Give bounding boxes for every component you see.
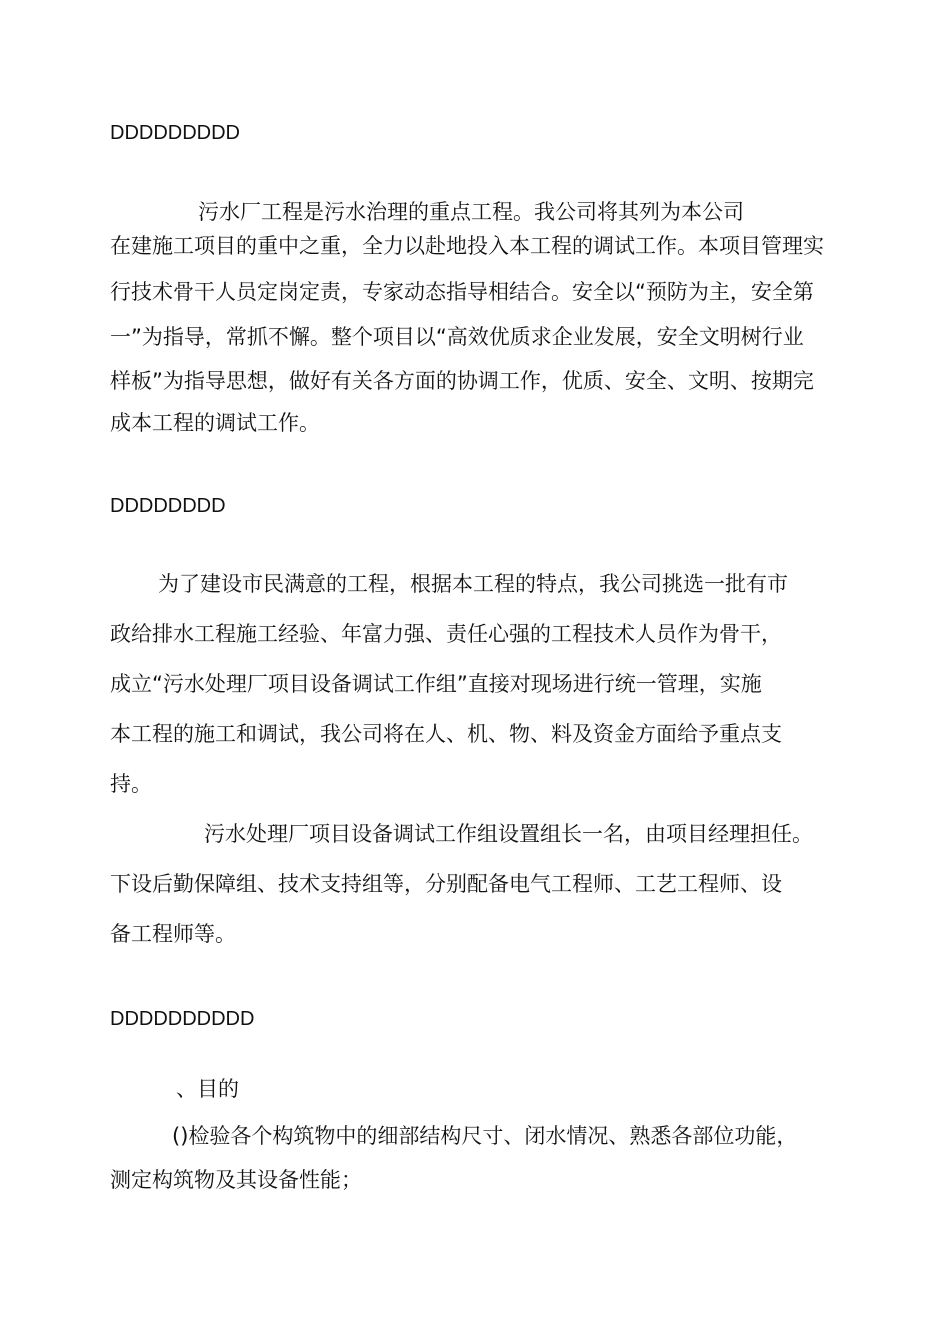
section-heading-3: DDDDDDDDDD [110,1008,255,1030]
paragraph-line: 备工程师等。 [110,922,236,946]
section-heading-1: DDDDDDDDD [110,122,240,144]
paragraph-line: 持。 [110,772,152,796]
paragraph-line: 、目的 [176,1077,239,1101]
paragraph-line: 污水厂工程是污水治理的重点工程。我公司将其列为本公司 [198,200,744,224]
paragraph-line: 为了建设市民满意的工程，根据本工程的特点，我公司挑选一批有市 [158,572,788,596]
paragraph-line: 在建施工项目的重中之重，全力以赴地投入本工程的调试工作。本项目管理实 [110,234,824,258]
paragraph-line: 行技术骨干人员定岗定责，专家动态指导相结合。安全以“预防为主，安全第 [110,280,814,304]
paragraph-line: 一”为指导，常抓不懈。整个项目以“高效优质求企业发展，安全文明树行业 [110,325,804,349]
paragraph-line: 成本工程的调试工作。 [110,411,320,435]
paragraph-line: 污水处理厂项目设备调试工作组设置组长一名，由项目经理担任。 [204,822,813,846]
paragraph-line: 政给排水工程施工经验、年富力强、责任心强的工程技术人员作为骨干， [110,622,782,646]
paragraph-line: 样板”为指导思想，做好有关各方面的协调工作，优质、安全、文明、按期完 [110,369,814,393]
paragraph-line: 下设后勤保障组、技术支持组等，分别配备电气工程师、工艺工程师、设 [110,872,782,896]
paragraph-line: ()检验各个构筑物中的细部结构尺寸、闭水情况、熟悉各部位功能， [172,1124,798,1148]
paragraph-line: 成立“污水处理厂项目设备调试工作组”直接对现场进行统一管理，实施 [110,672,762,696]
paragraph-line: 本工程的施工和调试，我公司将在人、机、物、料及资金方面给予重点支 [110,722,782,746]
section-heading-2: DDDDDDDD [110,495,226,517]
paragraph-line: 测定构筑物及其设备性能； [110,1168,362,1192]
